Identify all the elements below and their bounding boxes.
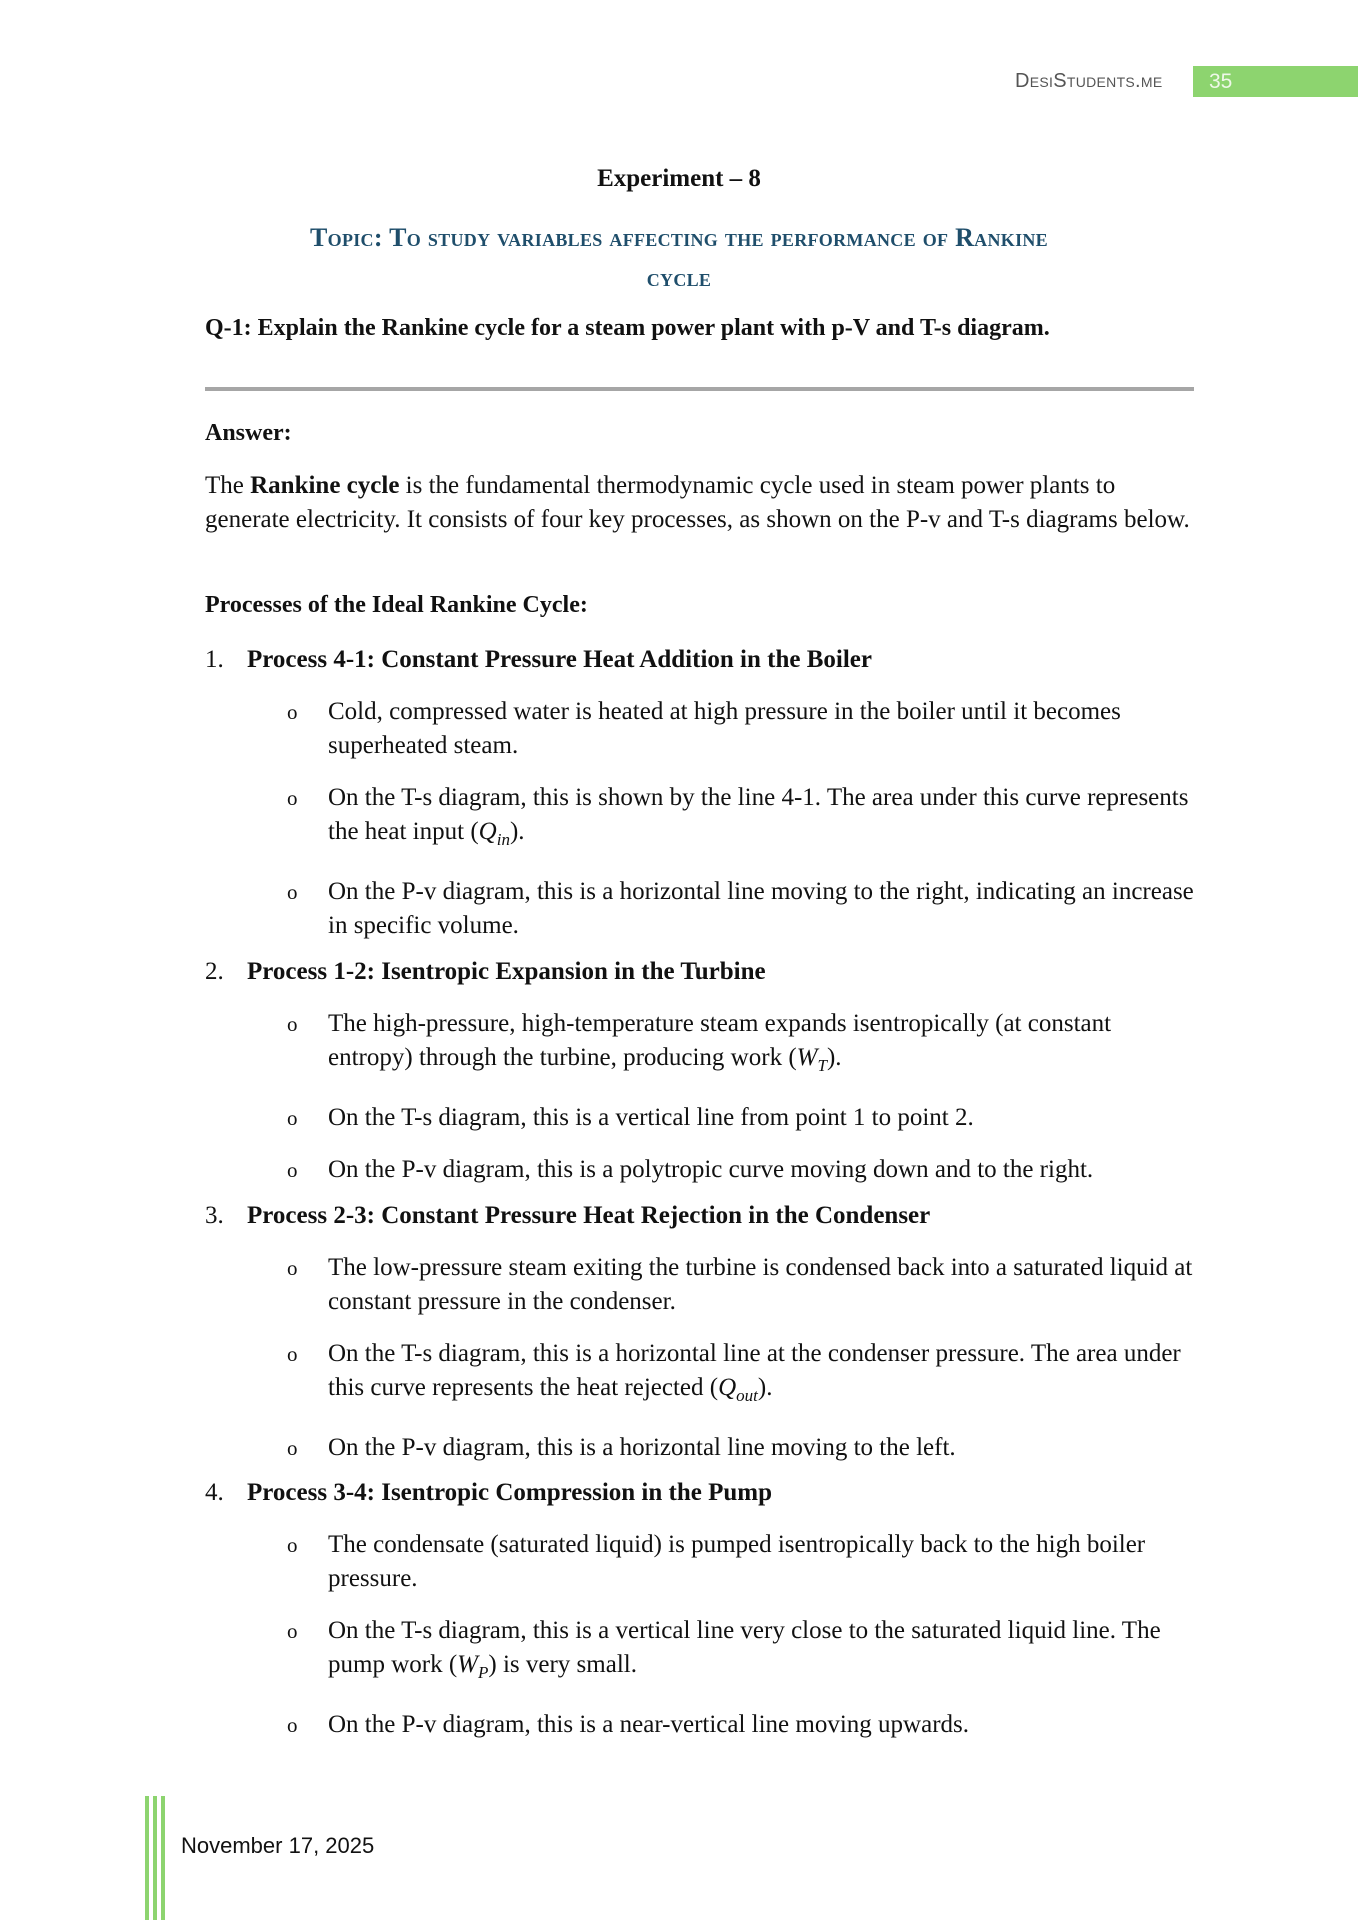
math-symbol — [796, 1044, 827, 1075]
bullet-item — [205, 1251, 1195, 1319]
bullet-text: On the T-s diagram, this is a vertical line from point 1 to point 2. — [328, 1104, 974, 1131]
bullet-item — [205, 875, 1195, 943]
bullet-text: On the T-s diagram, this is a vertical line very close to the saturated liquid line. The pump work ( — [328, 1617, 1161, 1678]
math-subscript: out — [736, 1386, 758, 1405]
processes-heading: Processes of the Ideal Rankine Cycle: — [205, 592, 588, 618]
bullet-text: On the T-s diagram, this is a horizontal line at the condenser pressure. The area under this curve represents the heat rejected ( — [328, 1340, 1181, 1401]
process-number: 3. — [205, 1202, 224, 1229]
process-title — [205, 1476, 1195, 1510]
bullet-item — [205, 1708, 1195, 1742]
horizontal-divider — [205, 387, 1194, 391]
process-item — [205, 955, 1195, 1187]
footer-bar — [153, 1796, 157, 1920]
bullet-item — [205, 1614, 1195, 1690]
math-subscript: P — [477, 1663, 489, 1682]
bullet-text: On the P-v diagram, this is a near-vertical line moving upwards. — [328, 1711, 970, 1738]
process-title — [205, 955, 1195, 989]
bullet-text-after: ). — [509, 818, 525, 845]
math-base: Q — [478, 818, 497, 845]
bullet-item — [205, 1337, 1195, 1413]
process-item — [205, 1199, 1195, 1465]
page-number-badge: 35 — [1193, 66, 1358, 97]
header-site-name: DesiStudents.me — [1015, 70, 1163, 92]
bullet-circle-icon: o — [287, 1342, 298, 1366]
math-symbol — [457, 1651, 489, 1682]
bullet-text: The condensate (saturated liquid) is pumped isentropically back to the high boiler pressure. — [328, 1531, 1146, 1592]
bullet-item — [205, 1528, 1195, 1596]
bullet-text: On the T-s diagram, this is shown by the line 4-1. The area under this curve represents the heat input ( — [328, 784, 1189, 845]
intro-prefix: The — [205, 472, 251, 499]
intro-paragraph — [205, 469, 1195, 537]
math-symbol — [718, 1374, 758, 1405]
bullet-item — [205, 1007, 1195, 1083]
footer-bar — [145, 1796, 149, 1920]
bullet-item — [205, 1431, 1195, 1465]
bullet-text: On the P-v diagram, this is a polytropic curve moving down and to the right. — [328, 1156, 1094, 1183]
bullet-text: The low-pressure steam exiting the turbine is condensed back into a saturated liquid at constant pressure in the condenser. — [328, 1254, 1193, 1315]
bullet-text: On the P-v diagram, this is a horizontal line moving to the right, indicating an increase in specific volume. — [328, 878, 1194, 939]
bullet-circle-icon: o — [287, 1012, 298, 1036]
topic-heading — [170, 218, 1188, 298]
bullet-circle-icon: o — [287, 1106, 298, 1130]
process-item — [205, 643, 1195, 943]
math-subscript: T — [817, 1056, 827, 1075]
math-symbol — [478, 818, 510, 849]
process-title — [205, 1199, 1195, 1233]
bullet-circle-icon: o — [287, 786, 298, 810]
process-title-text: Process 4-1: Constant Pressure Heat Addition in the Boiler — [247, 646, 872, 673]
bullet-circle-icon: o — [287, 1713, 298, 1737]
intro-bold-term: Rankine cycle — [250, 472, 400, 499]
bullet-item — [205, 1153, 1195, 1187]
bullet-text-after: ). — [757, 1374, 773, 1401]
process-number: 1. — [205, 646, 224, 673]
bullet-text-after: ). — [826, 1044, 842, 1071]
bullet-circle-icon: o — [287, 1158, 298, 1182]
bullet-text: Cold, compressed water is heated at high pressure in the boiler until it becomes superheated steam. — [328, 698, 1121, 759]
process-number: 2. — [205, 958, 224, 985]
process-title-text: Process 1-2: Isentropic Expansion in the Turbine — [247, 958, 766, 985]
math-base: Q — [718, 1374, 737, 1401]
process-number: 4. — [205, 1479, 224, 1506]
bullet-circle-icon: o — [287, 1619, 298, 1643]
answer-label: Answer: — [205, 420, 292, 446]
bullet-text: On the P-v diagram, this is a horizontal line moving to the left. — [328, 1434, 956, 1461]
footer-date: November 17, 2025 — [181, 1833, 375, 1858]
bullet-text-after: ) is very small. — [488, 1651, 637, 1678]
math-base: W — [796, 1044, 818, 1071]
bullet-item — [205, 1101, 1195, 1135]
math-base: W — [457, 1651, 478, 1678]
intro-rest: is the fundamental thermodynamic cycle used in steam power plants to generate electricity. It consists of four key processes, as shown on the P-v and T-s diagrams below. — [205, 472, 1190, 533]
process-title-text: Process 3-4: Isentropic Compression in the Pump — [247, 1479, 772, 1506]
process-item — [205, 1476, 1195, 1742]
bullet-circle-icon: o — [287, 700, 298, 724]
question-heading: Q-1: Explain the Rankine cycle for a steam power plant with p-V and T-s diagram. — [205, 315, 1050, 341]
bullet-circle-icon: o — [287, 880, 298, 904]
process-title-text: Process 2-3: Constant Pressure Heat Rejection in the Condenser — [247, 1202, 931, 1229]
bullet-item — [205, 781, 1195, 857]
math-subscript: in — [496, 830, 510, 849]
bullet-circle-icon: o — [287, 1436, 298, 1460]
topic-line-1: Topic: To study variables affecting the performance of Rankine — [310, 223, 1048, 252]
bullet-circle-icon: o — [287, 1256, 298, 1280]
bullet-circle-icon: o — [287, 1533, 298, 1557]
experiment-title: Experiment – 8 — [597, 165, 761, 192]
bullet-item — [205, 695, 1195, 763]
bullet-text: The high-pressure, high-temperature steam expands isentropically (at constant entropy) through the turbine, producing work ( — [328, 1010, 1112, 1071]
footer-decoration-bars — [145, 1796, 165, 1920]
topic-line-2: cycle — [646, 263, 712, 292]
footer-bar — [161, 1796, 165, 1920]
process-title — [205, 643, 1195, 677]
